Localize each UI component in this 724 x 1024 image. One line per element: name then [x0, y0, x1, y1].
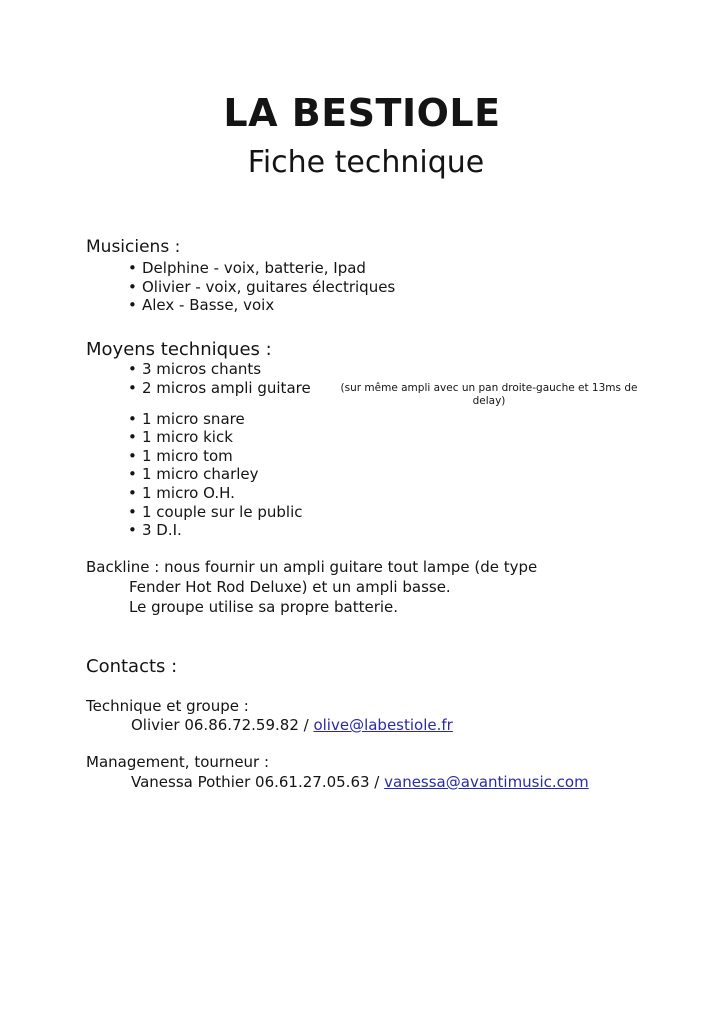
backline-line-2: Fender Hot Rod Deluxe) et un ampli basse. — [129, 578, 451, 596]
bullet-icon: • — [128, 521, 137, 540]
musicians-list — [128, 259, 395, 315]
list-item: • 1 micro kick — [128, 428, 233, 447]
list-item: • 3 D.I. — [128, 521, 182, 540]
bullet-icon: • — [128, 409, 137, 428]
bullet-icon: • — [128, 502, 137, 521]
list-item: • 1 micro charley — [128, 465, 259, 484]
management-contact-name-phone: Vanessa Pothier 06.61.27.05.63 / — [131, 773, 385, 791]
list-item: • 2 micros ampli guitare (sur même ampli avec un pan droite-gauche et 13ms de delay) — [128, 378, 638, 407]
technique-contact-line — [131, 715, 453, 735]
management-contact-line — [131, 772, 589, 792]
backline-line-3: Le groupe utilise sa propre batterie. — [129, 598, 399, 616]
bullet-icon: • — [128, 446, 137, 465]
technical-heading: Moyens techniques : — [86, 339, 272, 360]
bullet-icon: • — [128, 296, 137, 315]
technique-email-link[interactable]: olive@labestiole.fr — [313, 716, 453, 734]
list-item: • 1 micro O.H. — [128, 483, 235, 502]
list-item: • 3 micros chants — [128, 360, 262, 378]
bullet-icon: • — [128, 360, 137, 378]
list-item: • 1 micro snare — [128, 409, 245, 428]
page-title: LA BESTIOLE — [223, 91, 501, 135]
list-item: • Delphine - voix, batterie, Ipad — [128, 259, 366, 277]
list-item: • Olivier - voix, guitares électriques — [128, 277, 396, 296]
bullet-icon: • — [128, 465, 137, 484]
musicians-heading: Musiciens : — [86, 237, 181, 257]
technical-list — [128, 360, 638, 540]
bullet-icon: • — [128, 428, 137, 447]
bullet-icon: • — [128, 483, 137, 502]
backline-line-1: Backline : nous fournir un ampli guitare tout lampe (de type — [86, 558, 538, 576]
contacts-heading: Contacts : — [86, 656, 178, 677]
management-contact-label: Management, tourneur : — [86, 753, 270, 771]
technique-contact-name-phone: Olivier 06.86.72.59.82 / — [131, 716, 314, 734]
technical-note: (sur même ampli avec un pan droite-gauche et 13ms de delay) — [340, 381, 638, 407]
bullet-icon: • — [128, 378, 137, 397]
list-item: • 1 couple sur le public — [128, 502, 303, 521]
list-item: • Alex - Basse, voix — [128, 296, 275, 315]
bullet-icon: • — [128, 277, 137, 296]
list-item: • 1 micro tom — [128, 446, 233, 465]
management-email-link[interactable]: vanessa@avantimusic.com — [384, 773, 589, 791]
bullet-icon: • — [128, 259, 137, 277]
technique-contact-label: Technique et groupe : — [86, 697, 249, 715]
page-subtitle: Fiche technique — [247, 145, 485, 180]
